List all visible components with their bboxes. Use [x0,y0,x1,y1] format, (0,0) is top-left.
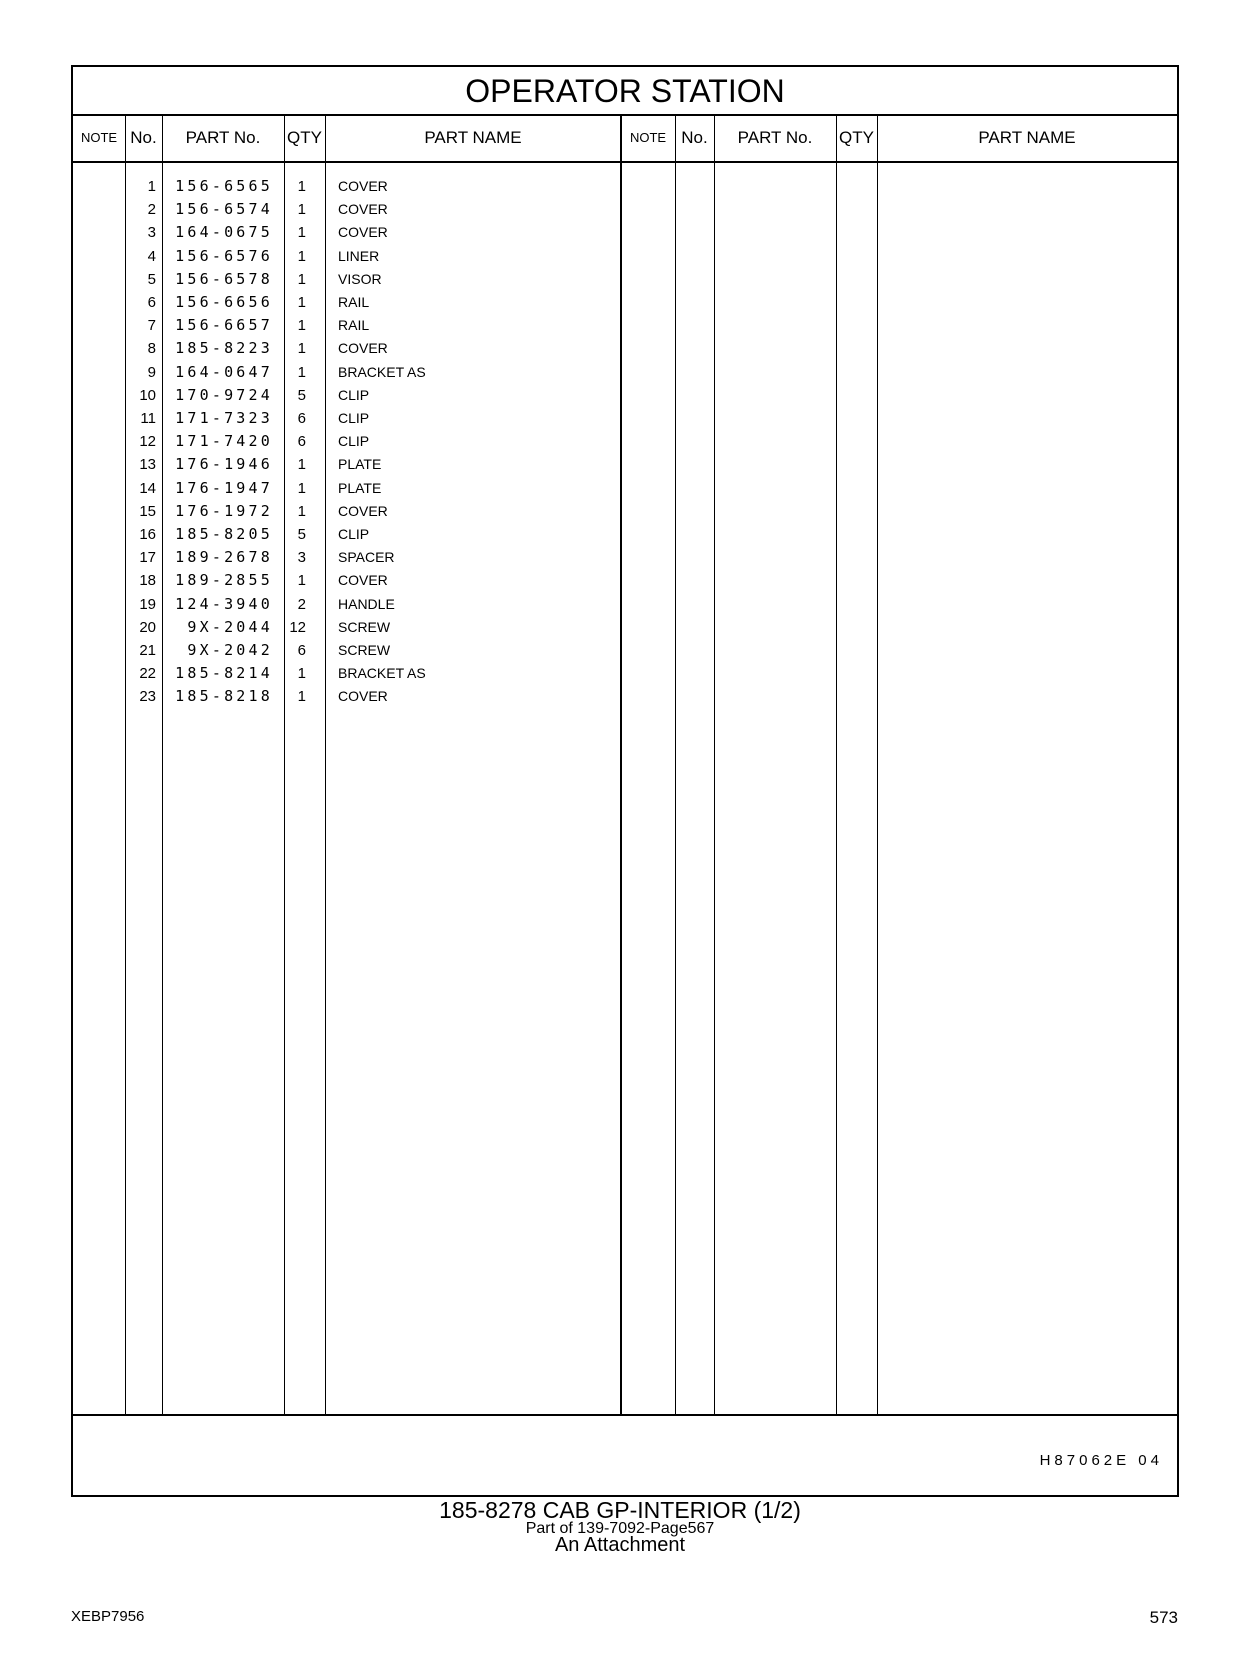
quantity: 1 [297,456,306,474]
part-name: CLIP [338,526,370,542]
part-number: 156-6657 [175,316,273,335]
part-number: 185-8205 [175,525,273,543]
part-number: 189-2678 [175,548,273,567]
quantity: 1 [297,688,306,706]
table-row [73,453,621,476]
part-number-index: 14 [139,479,156,497]
part-name: COVER [338,178,388,194]
table-row [73,245,621,268]
part-number: 156-6574 [175,200,273,219]
quantity: 1 [297,502,306,520]
table-bottom-rule [73,1414,1177,1416]
part-number-index: 18 [139,572,156,590]
quantity: 1 [297,224,306,242]
part-number-index: 5 [147,270,156,288]
quantity: 1 [297,178,306,195]
table-row [73,407,621,430]
quantity: 6 [297,410,306,427]
part-of-reference: Part of 139-7092-Page567 [525,1520,715,1537]
quantity: 3 [297,549,306,567]
part-number-index: 15 [139,502,156,520]
part-number-index: 11 [140,410,156,427]
table-row [73,593,621,616]
part-number-index: 2 [147,201,156,219]
header-no-left: No. [130,128,157,147]
quantity: 1 [297,317,306,335]
part-number-index: 13 [139,456,156,474]
part-number: 171-7323 [175,409,273,427]
part-name: CLIP [338,410,370,426]
table-row [73,616,621,639]
part-number: 185-8218 [175,687,273,706]
quantity: 1 [297,340,306,358]
part-number-index: 21 [139,642,156,659]
table-row [73,523,621,546]
part-number-index: 22 [139,665,156,683]
part-number: 189-2855 [175,571,273,590]
part-number-index: 16 [139,526,156,543]
table-row [73,430,621,453]
header-note-left: NOTE [80,130,118,145]
part-number-index: 6 [147,294,156,311]
quantity: 1 [297,479,306,497]
part-name: COVER [338,572,388,589]
part-name: SCREW [338,642,391,658]
table-row [73,198,621,221]
header-no-right: No. [681,128,708,147]
quantity: 1 [297,270,306,288]
part-name: PLATE [338,479,382,496]
part-name: HANDLE [338,595,395,612]
part-number: 156-6578 [175,269,273,288]
column-divider [836,114,837,1414]
part-name: COVER [338,201,388,218]
part-number: 176-1947 [175,478,273,497]
part-name: SCREW [338,618,391,635]
part-number: 176-1946 [175,455,273,474]
table-row [73,546,621,569]
part-number: 156-6576 [175,246,273,265]
part-number: 171-7420 [175,432,273,451]
quantity: 1 [297,294,306,311]
page-title: OPERATOR STATION [73,67,1177,116]
table-row [73,361,621,384]
part-number: 164-0675 [175,223,273,242]
part-number: 156-6565 [175,177,273,195]
table-row [73,662,621,685]
part-number-index: 17 [139,549,156,567]
header-part-no-right: PART No. [737,128,813,147]
quantity: 6 [297,642,306,659]
part-name: BRACKET AS [338,665,426,682]
header-note-right: NOTE [629,130,667,145]
table-row [73,500,621,523]
part-number: 9X-2042 [187,641,273,659]
part-name: RAIL [338,317,370,334]
assembly-title: 185-8278 CAB GP-INTERIOR (1/2) [439,1497,801,1523]
quantity: 1 [297,247,306,265]
part-number: 9X-2044 [187,617,273,636]
part-number-index: 23 [139,688,156,706]
quantity: 1 [297,572,306,590]
table-row [73,639,621,662]
table-row [73,477,621,500]
table-row [73,384,621,407]
quantity: 2 [297,595,306,613]
table-row [73,175,621,198]
part-number: 176-1972 [175,501,273,520]
part-name: COVER [338,688,388,705]
part-number: 170-9724 [175,385,273,404]
part-name: BRACKET AS [338,363,426,380]
part-number-index: 10 [139,386,156,404]
quantity: 1 [297,363,306,381]
table-row [73,314,621,337]
header-part-name-right: PART NAME [978,128,1076,147]
table-row [73,569,621,592]
part-name: COVER [338,502,388,519]
part-number-index: 20 [139,618,156,636]
header-qty-left: QTY [287,128,322,147]
part-number-index: 19 [139,595,156,613]
table-row [73,337,621,360]
quantity: 1 [297,201,306,219]
part-number-index: 3 [147,224,156,242]
table-row [73,685,621,708]
part-number-index: 12 [139,433,156,451]
quantity: 5 [297,526,306,543]
document-id: XEBP7956 [71,1608,145,1625]
part-name: COVER [338,340,388,357]
part-number: 164-0647 [175,362,273,381]
part-name: SPACER [338,549,395,566]
part-number-index: 7 [147,317,156,335]
page-number: 573 [1149,1608,1178,1627]
part-name: PLATE [338,456,382,473]
part-name: LINER [338,247,380,264]
quantity: 1 [297,665,306,683]
header-part-name-left: PART NAME [424,128,522,147]
quantity: 6 [297,433,306,451]
quantity: 12 [289,618,306,636]
column-divider [714,114,715,1414]
table-row [73,291,621,314]
part-name: RAIL [338,294,370,310]
column-divider [877,114,878,1414]
table-row [73,268,621,291]
illustration-code: H87062E 04 [1039,1452,1163,1469]
part-number-index: 1 [147,178,156,195]
header-rule [73,161,1177,163]
quantity: 5 [297,386,306,404]
header-part-no-left: PART No. [185,128,261,147]
part-name: VISOR [338,270,382,287]
part-name: CLIP [338,386,370,403]
part-name: COVER [338,224,388,241]
table-row [73,221,621,244]
part-number: 185-8223 [175,339,273,358]
part-number: 156-6656 [175,293,273,311]
header-qty-right: QTY [839,128,874,147]
column-divider [675,114,676,1414]
part-number-index: 8 [147,340,156,358]
part-name: CLIP [338,433,370,450]
attachment-label: An Attachment [554,1534,686,1556]
parts-list-sheet [71,65,1179,1497]
part-number-index: 9 [147,363,156,381]
part-number: 124-3940 [175,594,273,613]
part-number: 185-8214 [175,664,273,683]
part-number-index: 4 [147,247,156,265]
